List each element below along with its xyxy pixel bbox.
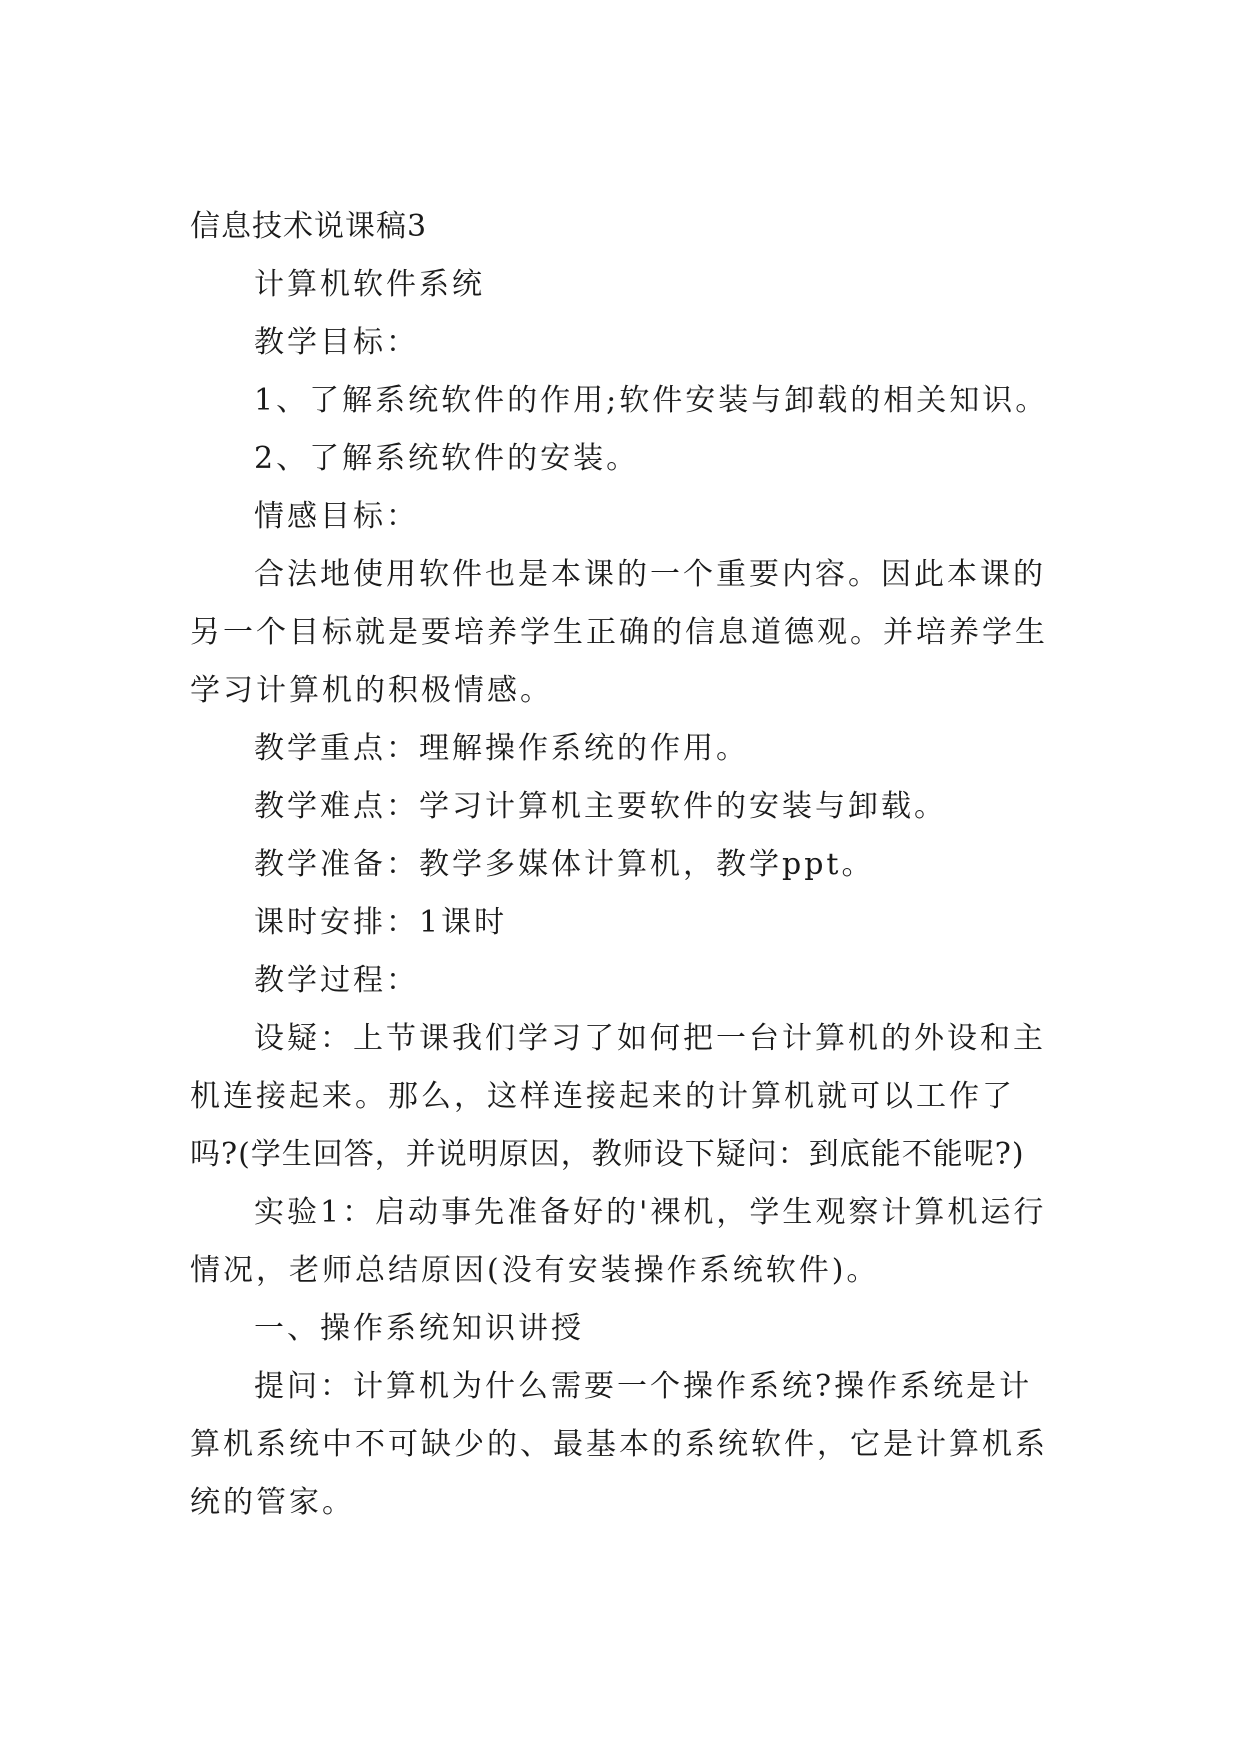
paragraph-line: 1、了解系统软件的作用;软件安装与卸载的相关知识。 bbox=[254, 383, 1049, 418]
paragraph-line: 合法地使用软件也是本课的一个重要内容。因此本课的 bbox=[254, 557, 1046, 592]
paragraph-line: 设疑：上节课我们学习了如何把一台计算机的外设和主 bbox=[254, 1021, 1046, 1056]
paragraph-line: 教学准备：教学多媒体计算机，教学ppt。 bbox=[254, 847, 875, 882]
document-body bbox=[190, 198, 1050, 1532]
paragraph-line: 实验1：启动事先准备好的'裸机，学生观察计算机运行 bbox=[254, 1195, 1047, 1230]
paragraph-line: 算机系统中不可缺少的、最基本的系统软件，它是计算机系 bbox=[190, 1427, 1048, 1462]
paragraph-line: 教学重点：理解操作系统的作用。 bbox=[254, 731, 749, 766]
paragraph-line: 另一个目标就是要培养学生正确的信息道德观。并培养学生 bbox=[190, 615, 1048, 650]
paragraph-line: 2、了解系统软件的安装。 bbox=[254, 441, 640, 476]
paragraph-line: 机连接起来。那么，这样连接起来的计算机就可以工作了 bbox=[190, 1079, 1015, 1114]
paragraph-line: 一、操作系统知识讲授 bbox=[254, 1311, 584, 1346]
paragraph-line: 学习计算机的积极情感。 bbox=[190, 673, 553, 708]
paragraph-line: 情感目标： bbox=[254, 499, 419, 534]
paragraph-line: 提问：计算机为什么需要一个操作系统?操作系统是计 bbox=[254, 1369, 1033, 1404]
paragraph-line: 统的管家。 bbox=[190, 1485, 355, 1520]
paragraph-line: 课时安排：1课时 bbox=[254, 905, 508, 940]
paragraph-line: 教学过程： bbox=[254, 963, 419, 998]
paragraph-line: 吗?(学生回答，并说明原因，教师设下疑问：到底能不能呢?) bbox=[190, 1137, 1025, 1172]
paragraph-line: 教学难点：学习计算机主要软件的安装与卸载。 bbox=[254, 789, 947, 824]
document-title: 信息技术说课稿3 bbox=[190, 209, 428, 244]
paragraph-line: 教学目标： bbox=[254, 325, 419, 360]
paragraph-line: 情况，老师总结原因(没有安装操作系统软件)。 bbox=[190, 1253, 880, 1288]
paragraph-line: 计算机软件系统 bbox=[254, 267, 485, 302]
